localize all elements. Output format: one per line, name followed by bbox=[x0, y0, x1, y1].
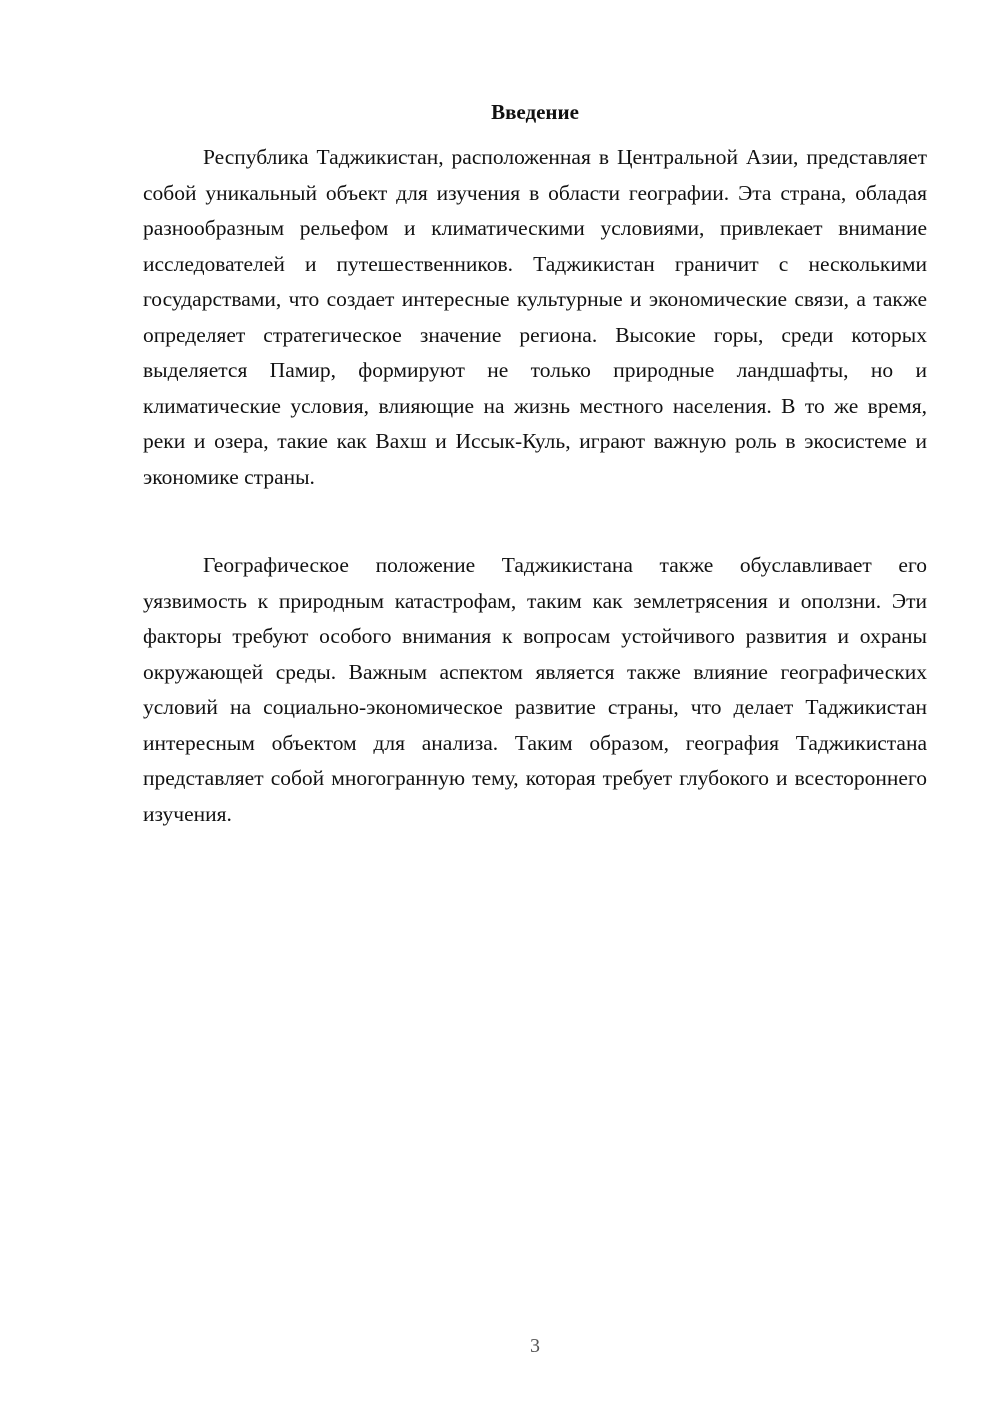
paragraph-2: Географическое положение Таджикистана также обуславливает его уязвимость к природным катастрофам, таким как землетрясения и оползни. Эти факторы требуют особого внимания к вопросам устойчивого развития и охраны окружающей среды. Важным аспектом является также влияние географических условий на социально-экономическое развитие страны, что делает Таджикистан интересным объектом для анализа. Таким образом, география Таджикистана представляет собой многогранную тему, которая требует глубокого и всестороннего изучения. bbox=[143, 553, 927, 826]
section-title: Введение bbox=[491, 100, 579, 124]
page-number: 3 bbox=[530, 1335, 540, 1357]
paragraph-1: Республика Таджикистан, расположенная в Центральной Азии, представляет собой уникальный объект для изучения в области географии. Эта страна, обладая разнообразным рельефом и климатическими условиями, привлекает внимание исследователей и путешественников. Таджикистан граничит с несколькими государствами, что создает интересные культурные и экономические связи, а также определяет стратегическое значение региона. Высокие горы, среди которых выделяется Памир, формируют не только природные ландшафты, но и климатические условия, влияющие на жизнь местного населения. В то же время, реки и озера, такие как Вахш и Иссык-Куль, играют важную роль в экосистеме и экономике страны. bbox=[143, 145, 927, 489]
